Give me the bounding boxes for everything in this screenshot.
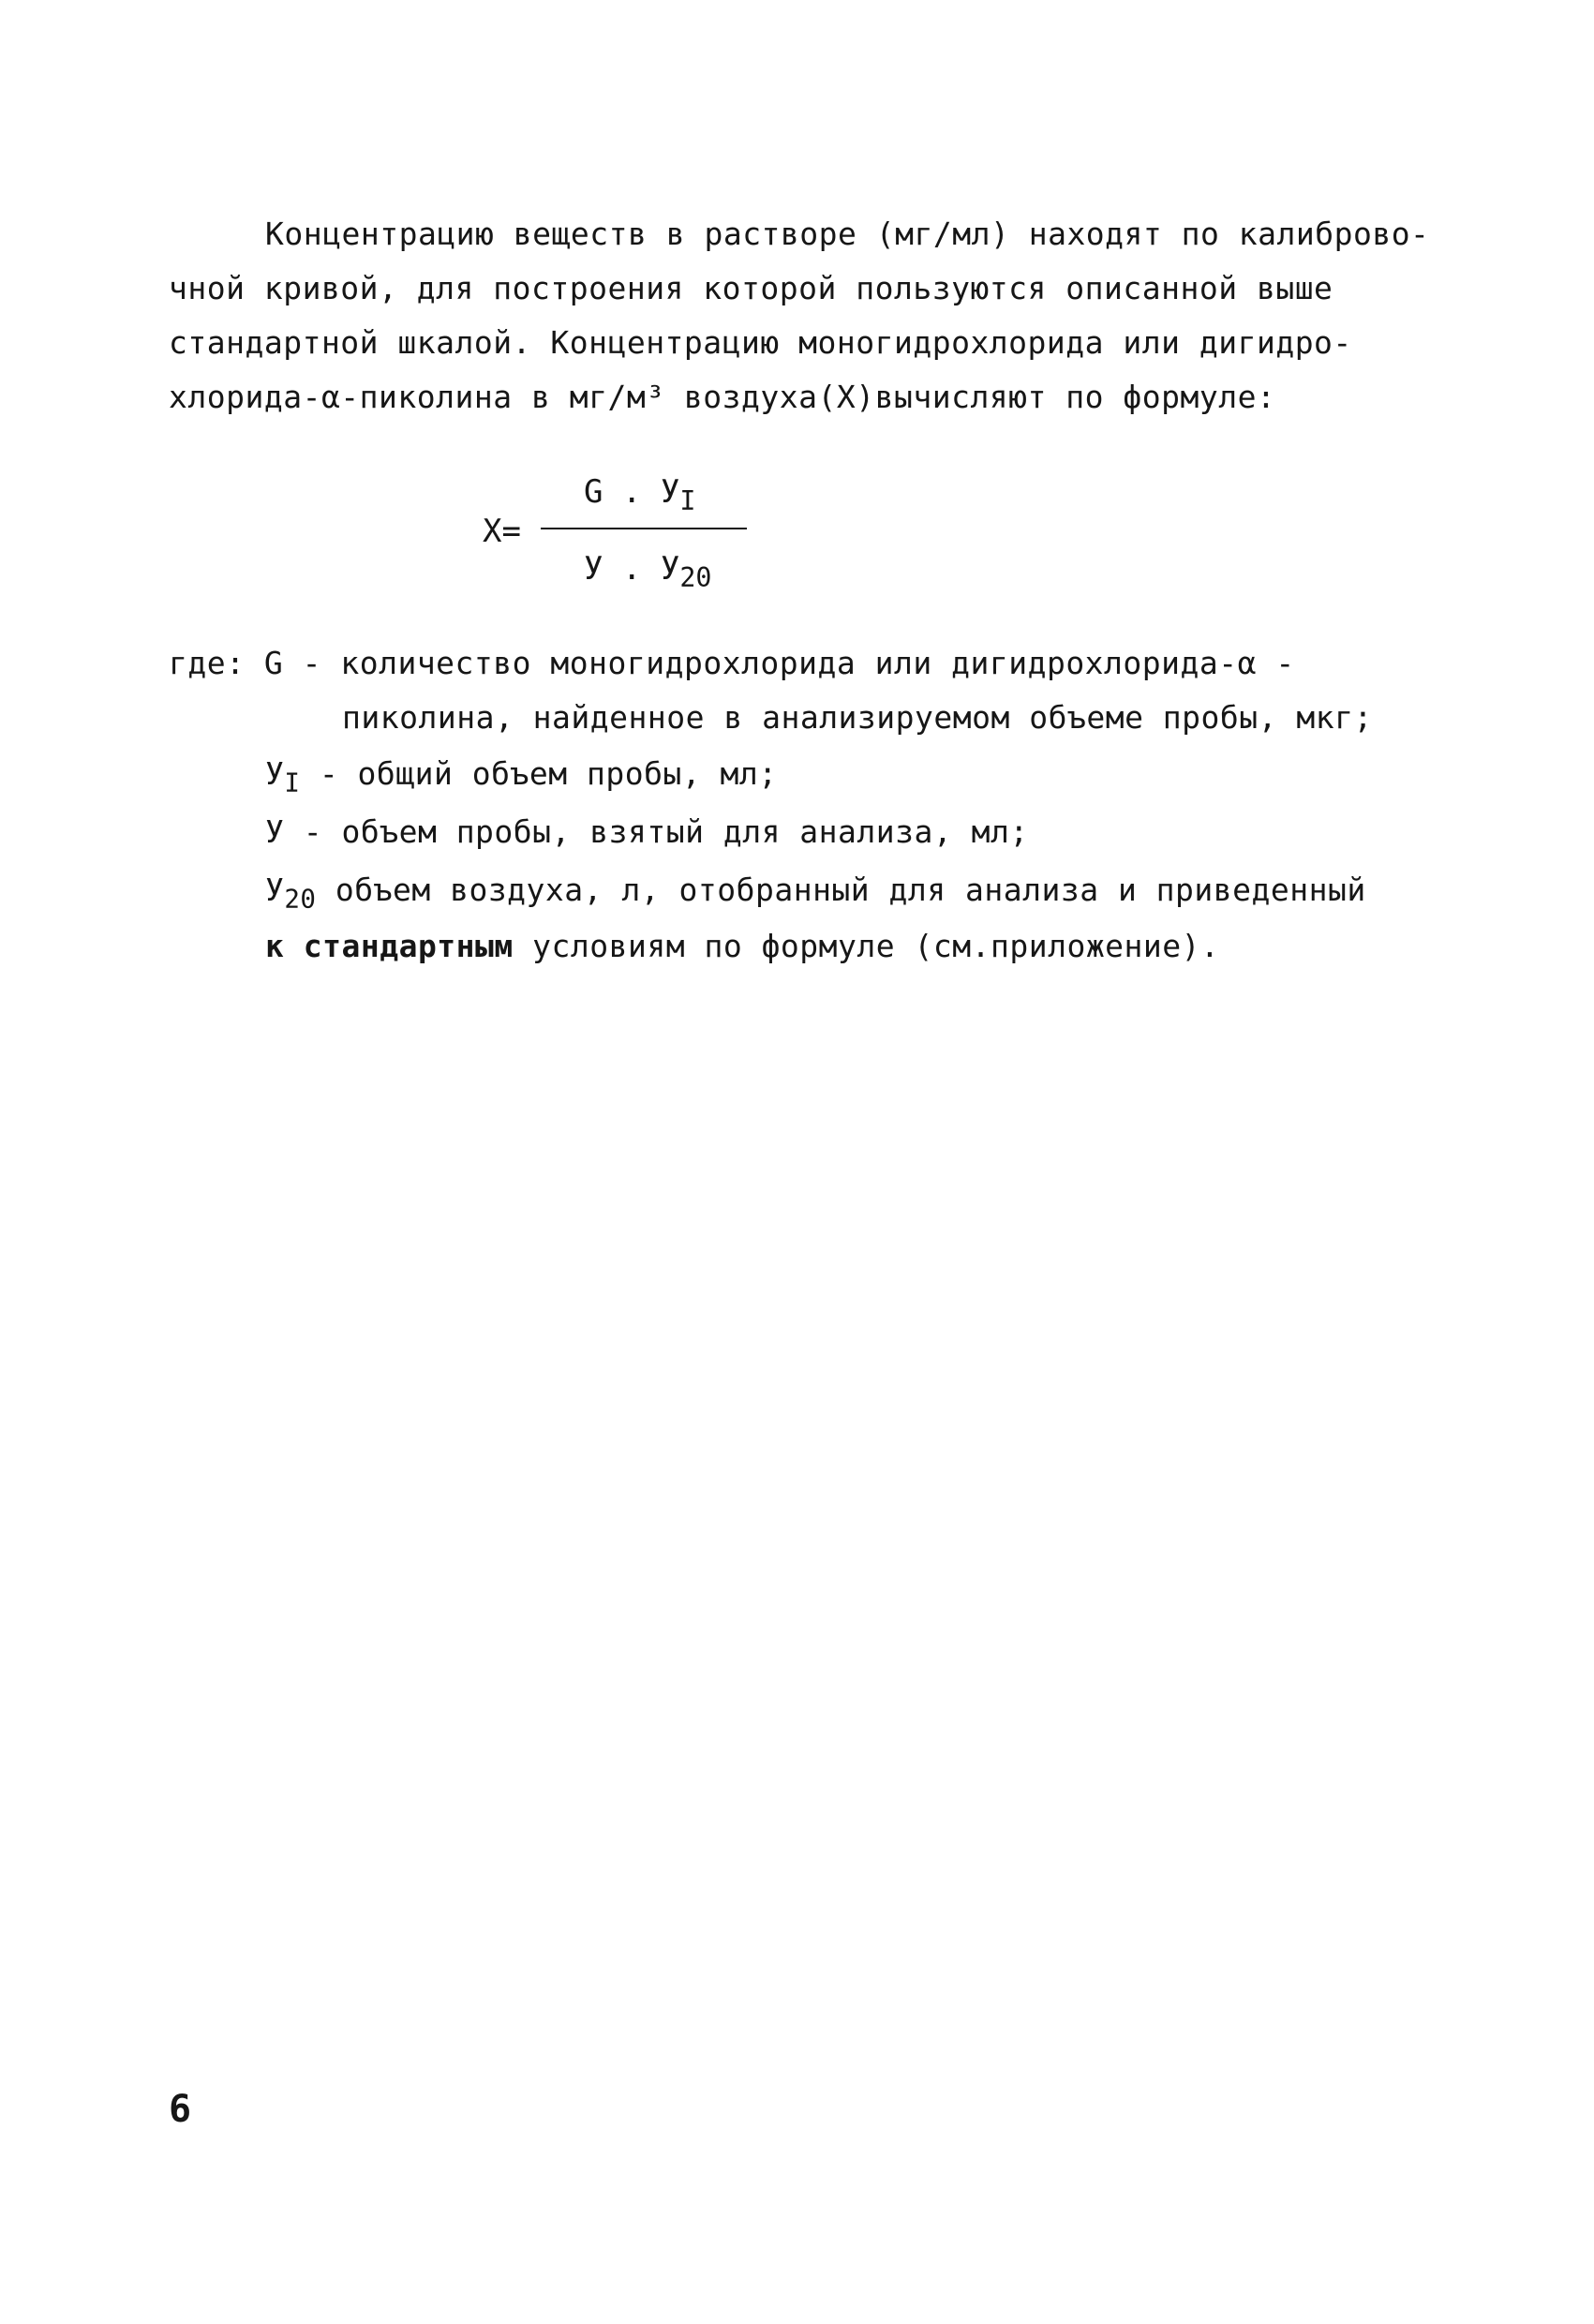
formula-numerator: G . $У_I$ <box>584 473 696 516</box>
g-symbol: G <box>263 645 284 681</box>
definition-v20: $У_{20}$ объем воздуха, л, отобранный для анализа и приведенный <box>265 872 1366 915</box>
formula-denominator: У . $У_{20}$ <box>584 550 712 593</box>
concentration-formula <box>483 473 754 614</box>
definition-v: У - объем пробы, взятый для анализа, мл; <box>265 813 1029 850</box>
paragraph-line-1: Концентрацию веществ в растворе (мг/мл) находят по калиброво- <box>265 216 1430 252</box>
page-number: 6 <box>169 2088 192 2131</box>
definition-v1: $У_I$ - общий объем пробы, мл; <box>265 755 778 798</box>
bold-fragment: к стандартным <box>265 928 514 964</box>
paragraph-line-4: хлорида-α-пиколина в мг/м³ воздуха(X)вычисляют по формуле: <box>169 379 1276 415</box>
fraction-bar <box>541 528 747 529</box>
paragraph-line-2: чной кривой, для построения которой пользуются описанной выше <box>169 270 1333 306</box>
definition-v20-continued: к стандартным условиям по формуле (см.приложение). <box>265 928 1220 964</box>
formula-lhs: X= <box>483 513 521 550</box>
g-definition: - количество моногидрохлорида или дигидрохлорида-α - <box>302 645 1295 681</box>
definition-g-continued: пиколина, найденное в анализируемом объеме пробы, мкг; <box>342 699 1373 736</box>
definition-g <box>169 645 1295 682</box>
where-label: где: <box>169 645 246 681</box>
paragraph-line-3: стандартной шкалой. Концентрацию моногидрохлорида или дигидро- <box>169 324 1352 361</box>
